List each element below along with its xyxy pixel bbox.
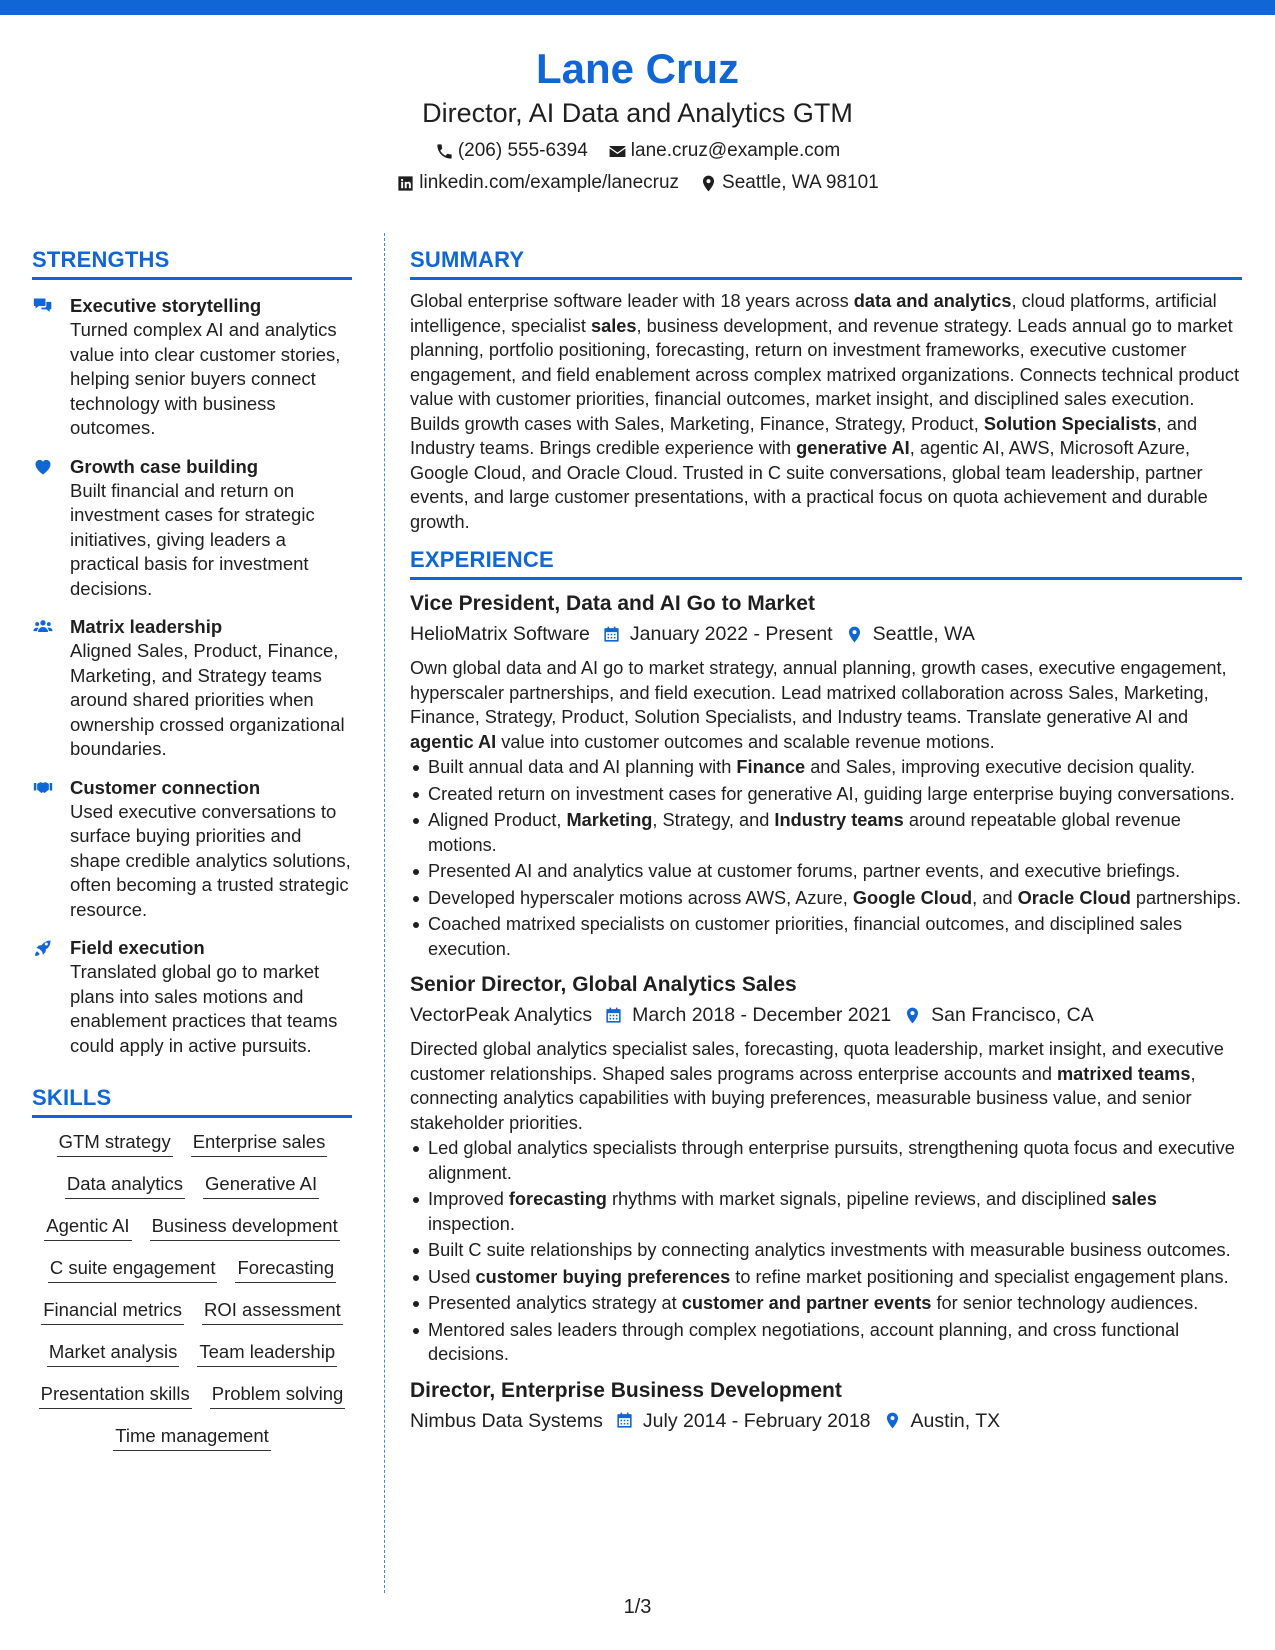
strength-item [32, 294, 352, 441]
heart-icon [32, 457, 54, 477]
strength-item [32, 455, 352, 602]
role-bullets [410, 755, 1242, 961]
role-bullet: Built C suite relationships by connecting analytics investments with measurable business outcomes. [428, 1238, 1242, 1263]
contact-location [699, 171, 879, 195]
skill-tag: C suite engagement [48, 1256, 218, 1283]
experience-role [410, 971, 1242, 1367]
role-location: Seattle, WA [872, 623, 975, 645]
candidate-headline: Director, AI Data and Analytics GTM [422, 98, 853, 128]
calendar-icon [602, 625, 621, 644]
map-pin-icon [845, 625, 864, 644]
map-pin-icon [883, 1411, 902, 1430]
skill-tag: Time management [113, 1424, 271, 1451]
summary-heading: SUMMARY [410, 246, 1242, 280]
role-bullet: Improved forecasting rhythms with market signals, pipeline reviews, and disciplined sales inspection. [428, 1187, 1242, 1236]
role-dates: January 2022 - Present [629, 623, 833, 645]
strength-description: Built financial and return on investment cases for strategic initiatives, giving leaders a practical basis for investment decisions. [70, 479, 315, 599]
top-accent-bar [0, 0, 1275, 15]
location-text: Seattle, WA 98101 [722, 172, 879, 193]
role-bullet: Mentored sales leaders through complex negotiations, account planning, and cross functional decisions. [428, 1318, 1242, 1367]
experience-heading: EXPERIENCE [410, 546, 1242, 580]
calendar-icon [604, 1006, 623, 1025]
contact-row-2 [0, 171, 1275, 195]
role-bullet: Used customer buying preferences to refine market positioning and specialist engagement plans. [428, 1265, 1242, 1290]
column-divider [384, 233, 385, 1593]
users-icon [32, 617, 54, 637]
strengths-list [32, 294, 352, 1058]
skill-tag: Enterprise sales [191, 1130, 328, 1157]
strength-title: Matrix leadership [70, 616, 223, 637]
linkedin-text[interactable]: linkedin.com/example/lanecruz [419, 172, 680, 193]
skill-tag: Problem solving [210, 1382, 346, 1409]
strengths-heading: STRENGTHS [32, 246, 352, 280]
skill-tag: ROI assessment [202, 1298, 343, 1325]
map-pin-icon [903, 1006, 922, 1025]
phone-text: (206) 555-6394 [457, 140, 588, 161]
contact-email[interactable] [608, 139, 840, 163]
strength-description: Used executive conversations to surface buying priorities and shape credible analytics solutions, often becoming a trusted strategic resource. [70, 800, 351, 920]
skill-tag: Business development [150, 1214, 340, 1241]
strength-description: Turned complex AI and analytics value into clear customer stories, helping senior buyers connect technology with business outcomes. [70, 319, 341, 438]
linkedin-icon [396, 174, 415, 193]
role-location: San Francisco, CA [931, 1004, 1094, 1026]
skill-tag: Forecasting [235, 1256, 336, 1283]
role-bullet: Presented AI and analytics value at customer forums, partner events, and executive briefings. [428, 859, 1242, 884]
strength-title: Executive storytelling [70, 295, 262, 316]
skill-tag: Team leadership [197, 1340, 337, 1367]
role-bullet: Led global analytics specialists through enterprise pursuits, strengthening quota focus and executive alignment. [428, 1136, 1242, 1185]
role-bullet: Aligned Product, Marketing, Strategy, and Industry teams around repeatable global revenue motions. [428, 808, 1242, 857]
role-bullet: Created return on investment cases for generative AI, guiding large enterprise buying conversations. [428, 782, 1242, 807]
role-bullet: Developed hyperscaler motions across AWS, Azure, Google Cloud, and Oracle Cloud partnerships. [428, 886, 1242, 911]
experience-roles [410, 590, 1242, 1435]
skills-list [32, 1130, 352, 1451]
strength-item [32, 936, 352, 1058]
role-company: Nimbus Data Systems [410, 1409, 603, 1432]
role-location: Austin, TX [910, 1409, 1001, 1432]
role-bullet: Coached matrixed specialists on customer priorities, financial outcomes, and disciplined sales execution. [428, 912, 1242, 961]
role-company: HelioMatrix Software [410, 623, 590, 645]
role-title: Senior Director, Global Analytics Sales [410, 973, 797, 996]
candidate-name: Lane Cruz [535, 45, 740, 92]
strength-title: Customer connection [70, 776, 261, 798]
rocket-icon [32, 938, 54, 958]
skill-tag: GTM strategy [57, 1130, 173, 1157]
contact-phone [435, 139, 588, 163]
skills-heading: SKILLS [32, 1084, 352, 1118]
skill-tag: Financial metrics [41, 1298, 184, 1325]
skill-tag: Presentation skills [39, 1382, 192, 1409]
role-title: Director, Enterprise Business Development [410, 1378, 842, 1402]
role-bullets [410, 1136, 1242, 1367]
experience-role [410, 590, 1242, 961]
role-meta [410, 1407, 1242, 1435]
envelope-icon [608, 142, 627, 161]
chat-bubbles-icon [32, 296, 54, 316]
summary-text: Global enterprise software leader with 18 years across data and analytics, cloud platforms, artificial intelligence, specialist sales, business development, and revenue strategy. Leads annual go to market planning, portfolio positioning, forecasting, return on investment frameworks, executive customer engagement, and field enablement across complex matrixed organizations. Connects technical product value with customer priorities, financial outcomes, market insight, and disciplined sales execution. Builds growth cases with Sales, Marketing, Finance, Strategy, Product, Solution Specialists, and Industry teams. Brings credible experience with generative AI, agentic AI, AWS, Microsoft Azure, Google Cloud, and Oracle Cloud. Trusted in C suite conversations, global team leadership, partner events, and large customer presentations, with a practical focus on quota achievement and durable growth. [410, 291, 1240, 532]
strength-item [32, 615, 352, 762]
calendar-icon [615, 1411, 634, 1430]
left-column [32, 246, 352, 1451]
role-title: Vice President, Data and AI Go to Market [410, 592, 815, 615]
handshake-icon [32, 778, 54, 798]
contact-row-1 [0, 139, 1275, 163]
map-pin-icon [699, 174, 718, 193]
skill-tag: Agentic AI [44, 1214, 131, 1241]
phone-icon [435, 142, 454, 161]
role-dates: March 2018 - December 2021 [632, 1004, 892, 1026]
strength-title: Field execution [70, 937, 205, 958]
role-bullet: Built annual data and AI planning with Finance and Sales, improving executive decision quality. [428, 755, 1242, 780]
role-company: VectorPeak Analytics [410, 1004, 593, 1026]
role-description: Own global data and AI go to market strategy, annual planning, growth cases, executive engagement, hyperscaler partnerships, and field execution. Lead matrixed collaboration across Sales, Marketing, Finance, Strategy, Product, Solution Specialists, and Industry teams. Translate generative AI and agentic AI value into customer outcomes and scalable revenue motions. [410, 658, 1227, 752]
strength-title: Growth case building [70, 455, 259, 477]
skill-tag: Market analysis [47, 1340, 180, 1367]
contact-linkedin[interactable] [396, 171, 679, 195]
role-meta [410, 620, 1242, 648]
role-description: Directed global analytics specialist sales, forecasting, quota leadership, market insight, and executive customer relationships. Shaped sales programs across enterprise accounts and matrixed teams, connecting analytics capabilities with buying preferences, measurable business value, and senior stakeholder priorities. [410, 1039, 1224, 1133]
resume-header [0, 44, 1275, 195]
strength-item [32, 776, 352, 923]
right-column [410, 246, 1242, 1435]
skill-tag: Data analytics [65, 1172, 185, 1199]
skill-tag: Generative AI [203, 1172, 319, 1199]
page-number: 1/3 [623, 1596, 652, 1618]
strength-description: Translated global go to market plans into sales motions and enablement practices that teams could apply in active pursuits. [70, 961, 338, 1056]
role-meta [410, 1001, 1242, 1029]
strength-description: Aligned Sales, Product, Finance, Marketing, and Strategy teams around shared priorities when ownership crossed organizational boundaries. [70, 640, 345, 759]
role-dates: July 2014 - February 2018 [642, 1409, 871, 1432]
role-bullet: Presented analytics strategy at customer and partner events for senior technology audiences. [428, 1291, 1242, 1316]
experience-role [410, 1377, 1242, 1435]
email-text[interactable]: lane.cruz@example.com [630, 140, 841, 161]
